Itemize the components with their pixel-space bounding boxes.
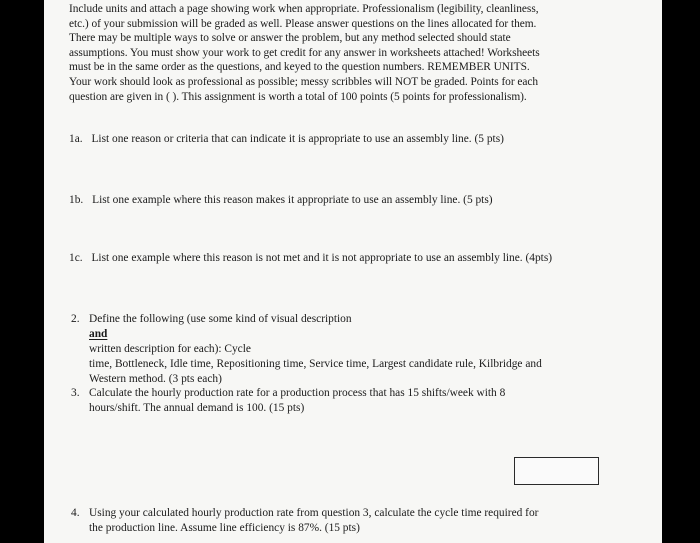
question-text [71,506,538,536]
question-3 [71,386,505,416]
question-line: Using your calculated hourly production rate from question 3, calculate the cycle time required for [89,507,539,519]
question-line [89,312,542,357]
question-number: 3. [71,387,80,399]
instructions-line: etc.) of your submission will be graded as well. Please answer questions on the lines allocated for them. [69,17,537,30]
question-line: time, Bottleneck, Idle time, Repositioning time, Service time, Largest candidate rule, Kilbridge and [89,358,542,370]
instructions-paragraph [69,2,659,104]
question-text: List one reason or criteria that can indicate it is appropriate to use an assembly line. (5 pts) [91,133,504,145]
worksheet-page [44,0,662,543]
emphasis-and: and [89,328,108,340]
question-line: Calculate the hourly production rate for a production process that has 15 shifts/week with 8 [89,387,506,399]
question-text: List one example where this reason makes it appropriate to use an assembly line. (5 pts) [92,194,493,206]
question-text [71,386,505,416]
answer-box[interactable] [514,457,599,485]
instructions-line: assumptions. You must show your work to get credit for any answer in worksheets attached! Worksheets [69,46,540,59]
question-1a [69,132,504,147]
instructions-line: There may be multiple ways to solve or answer the problem, but any method selected should state [69,32,511,45]
question-2 [71,312,542,387]
instructions-line: question are given in ( ). This assignment is worth a total of 100 points (5 points for professionalism). [69,90,527,103]
question-line: Western method. (3 pts each) [89,373,222,385]
question-number: 2. [71,313,80,325]
question-number: 1a. [69,133,83,145]
instructions-line: Your work should look as professional as possible; messy scribbles will NOT be graded. Points for each [69,75,539,88]
question-number: 1b. [69,194,84,206]
instructions-line: Include units and attach a page showing work when appropriate. Professionalism (legibility, cleanliness, [69,3,539,15]
instructions-line: must be in the same order as the questions, and keyed to the question numbers. REMEMBER UNITS. [69,61,530,74]
question-1c [69,251,552,266]
question-text-segment: Define the following (use some kind of visual description [89,313,352,325]
question-number: 1c. [69,252,83,264]
question-text [71,312,542,387]
question-line: the production line. Assume line efficiency is 87%. (15 pts) [89,522,360,534]
question-text-segment: written description for each): Cycle [89,343,251,355]
question-4 [71,506,538,536]
question-text: List one example where this reason is not met and it is not appropriate to use an assembly line. (4pts) [91,252,553,264]
question-1b [69,193,493,208]
question-number: 4. [71,507,80,519]
question-line: hours/shift. The annual demand is 100. (15 pts) [89,402,305,414]
